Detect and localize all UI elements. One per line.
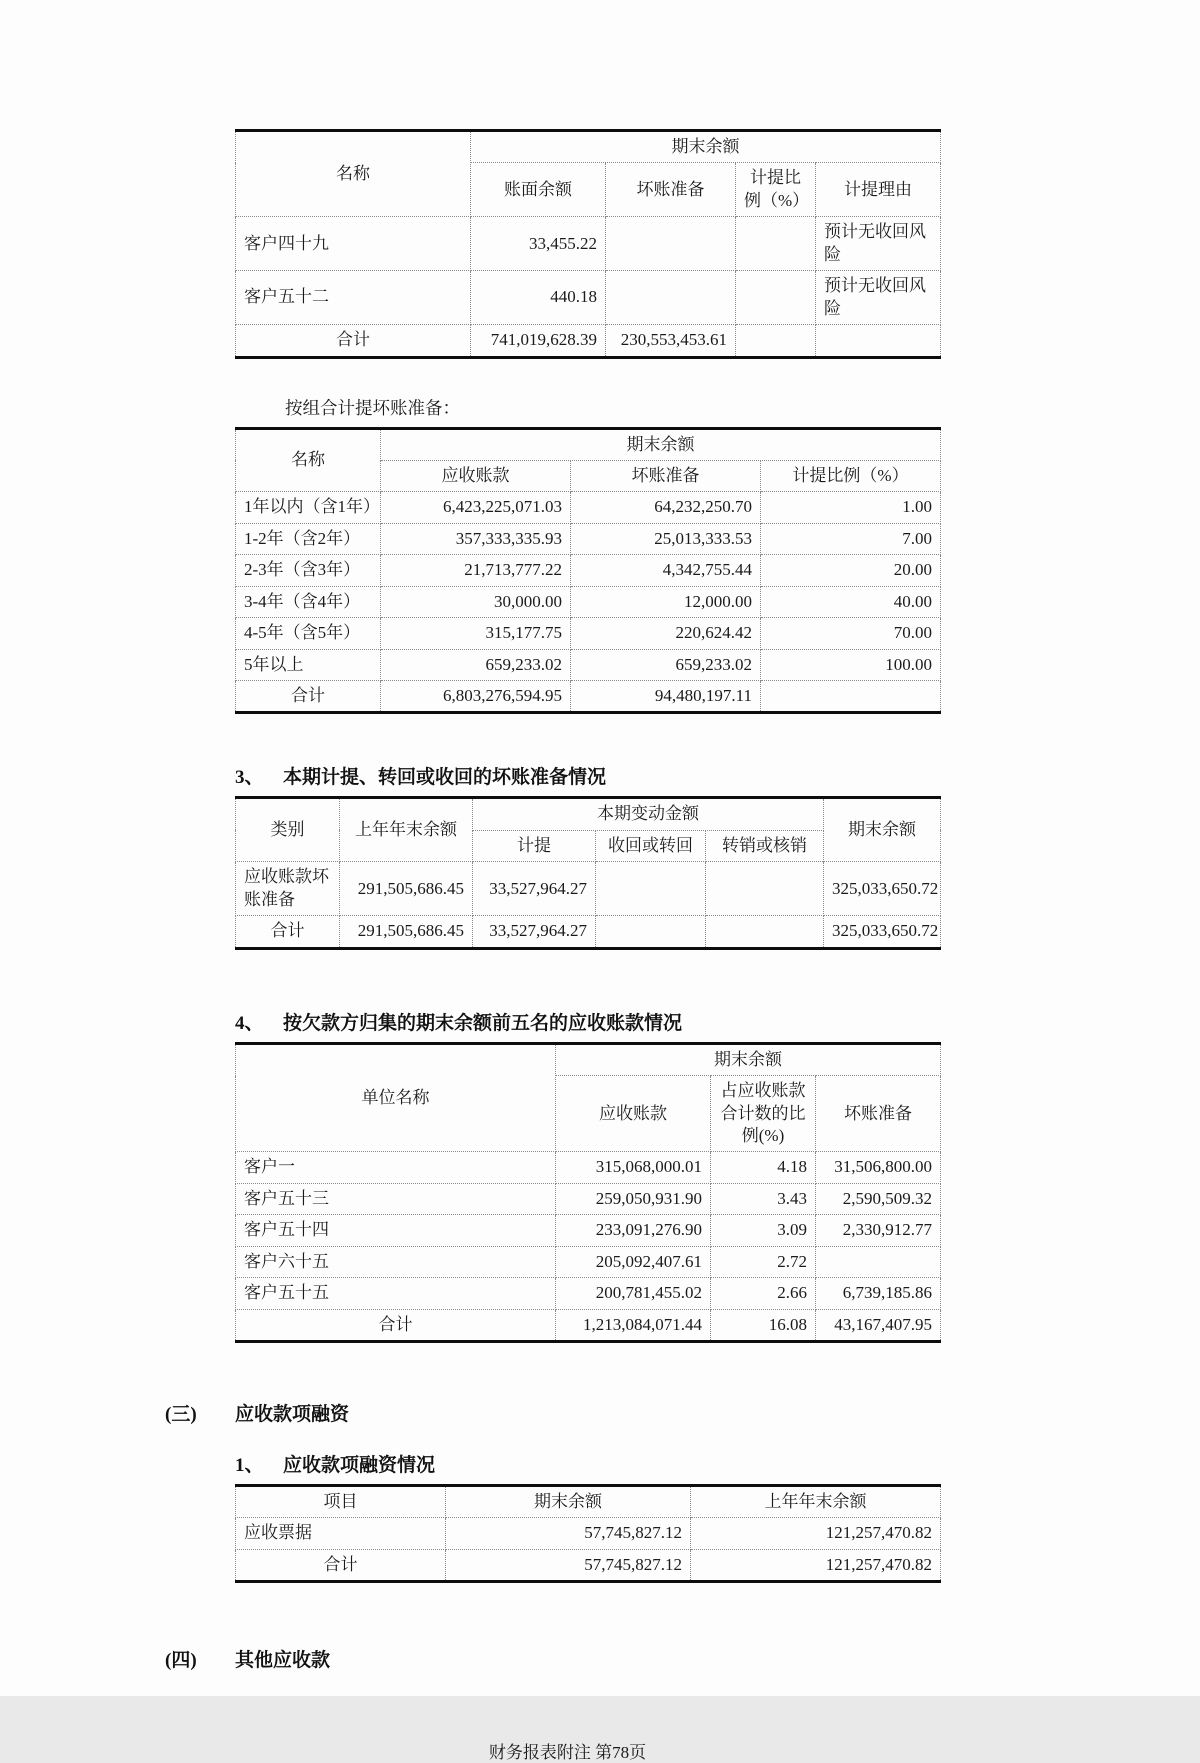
table-row (236, 523, 941, 554)
cell-item: 应收票据 (236, 1518, 446, 1549)
table-total-row (236, 1309, 941, 1341)
cell-recovered (596, 916, 706, 948)
column-header-entity-name: 单位名称 (236, 1043, 556, 1152)
column-header-prior-balance: 上年年末余额 (340, 798, 473, 862)
table-row (236, 1246, 941, 1277)
cell-customer-name: 客户五十四 (236, 1215, 556, 1246)
cell-percentage: 3.09 (711, 1215, 816, 1246)
table-row (236, 271, 941, 325)
cell-book-balance: 741,019,628.39 (471, 325, 606, 357)
cell-book-balance: 33,455.22 (471, 217, 606, 271)
section-title: 应收款项融资情况 (283, 1455, 436, 1476)
table-row (236, 618, 941, 649)
cell-bad-debt: 12,000.00 (571, 586, 761, 617)
cell-percentage: 4.18 (711, 1152, 816, 1183)
table-row (236, 1215, 941, 1246)
cell-bad-debt (816, 1246, 941, 1277)
cell-bad-debt: 43,167,407.95 (816, 1309, 941, 1341)
portfolio-provision-label: 按组合计提坏账准备： (285, 397, 460, 418)
section-number: 1、 (235, 1455, 264, 1476)
cell-bad-debt: 2,330,912.77 (816, 1215, 941, 1246)
section-number: (三) (165, 1404, 197, 1425)
cell-bad-debt: 220,624.42 (571, 618, 761, 649)
table-row (236, 217, 941, 271)
column-header-name: 名称 (236, 428, 381, 492)
cell-ratio: 40.00 (761, 586, 941, 617)
table-row (236, 492, 941, 523)
section-number: (四) (165, 1650, 197, 1672)
table-row (236, 1278, 941, 1309)
section-number: 4、 (235, 1012, 264, 1034)
cell-ratio (736, 217, 816, 271)
cell-total-label: 合计 (236, 325, 471, 357)
section-title: 本期计提、转回或收回的坏账准备情况 (283, 767, 607, 789)
cell-accounts-receivable: 200,781,455.02 (556, 1278, 711, 1309)
cell-accounts-receivable: 21,713,777.22 (381, 555, 571, 586)
column-group-ending-balance: 期末余额 (556, 1043, 941, 1075)
table-header-row (236, 428, 941, 460)
cell-ratio: 1.00 (761, 492, 941, 523)
cell-percentage: 16.08 (711, 1309, 816, 1341)
column-header-ending-balance: 期末余额 (446, 1486, 691, 1518)
table-row (236, 649, 941, 680)
cell-customer-name: 客户五十五 (236, 1278, 556, 1309)
cell-percentage: 3.43 (711, 1183, 816, 1214)
section-number: 3、 (235, 767, 264, 789)
cell-customer-name: 客户六十五 (236, 1246, 556, 1277)
cell-aging-band: 1年以内（含1年） (236, 492, 381, 523)
cell-aging-band: 2-3年（含3年） (236, 555, 381, 586)
cell-accounts-receivable: 315,068,000.01 (556, 1152, 711, 1183)
column-header-prior-balance: 上年年末余额 (691, 1486, 941, 1518)
cell-accounts-receivable: 6,423,225,071.03 (381, 492, 571, 523)
cell-customer-name: 客户五十二 (236, 271, 471, 325)
cell-accounts-receivable: 205,092,407.61 (556, 1246, 711, 1277)
cell-bad-debt: 6,739,185.86 (816, 1278, 941, 1309)
cell-aging-band: 1-2年（含2年） (236, 523, 381, 554)
table-individual-provision (235, 129, 941, 359)
cell-bad-debt: 2,590,509.32 (816, 1183, 941, 1214)
cell-ratio: 20.00 (761, 555, 941, 586)
cell-ending-balance: 325,033,650.72 (824, 916, 941, 948)
cell-ending-balance: 57,745,827.12 (446, 1549, 691, 1581)
cell-bad-debt: 64,232,250.70 (571, 492, 761, 523)
column-header-name: 名称 (236, 131, 471, 217)
cell-ratio: 7.00 (761, 523, 941, 554)
column-header-reason: 计提理由 (816, 163, 941, 217)
table-top-five-receivables (235, 1042, 941, 1343)
cell-accounts-receivable: 1,213,084,071.44 (556, 1309, 711, 1341)
column-group-ending-balance: 期末余额 (471, 131, 941, 163)
cell-reason: 预计无收回风险 (816, 217, 941, 271)
column-group-ending-balance: 期末余额 (381, 428, 941, 460)
section-title: 应收款项融资 (235, 1404, 350, 1425)
column-header-provision: 计提 (473, 830, 596, 861)
cell-ratio: 70.00 (761, 618, 941, 649)
table-total-row (236, 916, 941, 948)
page-footer: 财务报表附注 第78页 (488, 1743, 647, 1763)
cell-accounts-receivable: 357,333,335.93 (381, 523, 571, 554)
cell-bad-debt: 25,013,333.53 (571, 523, 761, 554)
table-header-row (236, 1043, 941, 1075)
cell-ratio (761, 681, 941, 713)
column-header-ratio: 计提比例（%） (736, 163, 816, 217)
cell-bad-debt: 230,553,453.61 (606, 325, 736, 357)
cell-customer-name: 客户四十九 (236, 217, 471, 271)
column-header-recovered: 收回或转回 (596, 830, 706, 861)
table-aging-provision (235, 427, 941, 715)
cell-written-off (706, 916, 824, 948)
cell-recovered (596, 862, 706, 916)
column-header-item: 项目 (236, 1486, 446, 1518)
cell-ending-balance: 57,745,827.12 (446, 1518, 691, 1549)
cell-total-label: 合计 (236, 1309, 556, 1341)
cell-aging-band: 4-5年（含5年） (236, 618, 381, 649)
cell-aging-band: 5年以上 (236, 649, 381, 680)
section-heading-4 (235, 1008, 970, 1035)
column-header-bad-debt: 坏账准备 (606, 163, 736, 217)
section-heading-four-cn (165, 1645, 970, 1672)
table-row (236, 1183, 941, 1214)
cell-customer-name: 客户一 (236, 1152, 556, 1183)
cell-reason: 预计无收回风险 (816, 271, 941, 325)
table-receivables-financing (235, 1484, 941, 1583)
section-heading-3 (235, 762, 970, 789)
cell-percentage: 2.66 (711, 1278, 816, 1309)
cell-customer-name: 客户五十三 (236, 1183, 556, 1214)
cell-bad-debt (606, 271, 736, 325)
table-provision-movement (235, 796, 941, 949)
section-heading-financing (235, 1450, 970, 1477)
cell-prior-balance: 121,257,470.82 (691, 1549, 941, 1581)
cell-accounts-receivable: 659,233.02 (381, 649, 571, 680)
table-row (236, 862, 941, 916)
column-group-period-change: 本期变动金额 (473, 798, 824, 830)
cell-aging-band: 3-4年（含4年） (236, 586, 381, 617)
table-total-row (236, 1549, 941, 1581)
column-header-written-off: 转销或核销 (706, 830, 824, 861)
column-header-accounts-receivable: 应收账款 (556, 1076, 711, 1152)
column-header-bad-debt: 坏账准备 (571, 460, 761, 491)
table-row (236, 1152, 941, 1183)
table-header-row (236, 131, 941, 163)
cell-bad-debt: 659,233.02 (571, 649, 761, 680)
cell-percentage: 2.72 (711, 1246, 816, 1277)
cell-accounts-receivable: 259,050,931.90 (556, 1183, 711, 1214)
section-title: 其他应收款 (235, 1650, 331, 1672)
cell-provision: 33,527,964.27 (473, 862, 596, 916)
cell-accounts-receivable: 30,000.00 (381, 586, 571, 617)
column-header-percentage: 占应收账款合计数的比例(%) (711, 1076, 816, 1152)
cell-bad-debt: 4,342,755.44 (571, 555, 761, 586)
column-header-ending-balance: 期末余额 (824, 798, 941, 862)
cell-accounts-receivable: 6,803,276,594.95 (381, 681, 571, 713)
table-row (236, 555, 941, 586)
column-header-bad-debt: 坏账准备 (816, 1076, 941, 1152)
cell-bad-debt (606, 217, 736, 271)
cell-bad-debt: 94,480,197.11 (571, 681, 761, 713)
section-title: 按欠款方归集的期末余额前五名的应收账款情况 (283, 1012, 683, 1034)
table-header-row (236, 1486, 941, 1518)
table-header-row (236, 798, 941, 830)
cell-total-label: 合计 (236, 916, 340, 948)
section-heading-three-cn (165, 1399, 970, 1426)
cell-total-label: 合计 (236, 1549, 446, 1581)
cell-ending-balance: 325,033,650.72 (824, 862, 941, 916)
cell-accounts-receivable: 315,177.75 (381, 618, 571, 649)
cell-ratio: 100.00 (761, 649, 941, 680)
table-row (236, 1518, 941, 1549)
table-total-row (236, 681, 941, 713)
cell-ratio (736, 325, 816, 357)
cell-category: 应收账款坏账准备 (236, 862, 340, 916)
column-header-accounts-receivable: 应收账款 (381, 460, 571, 491)
cell-accounts-receivable: 233,091,276.90 (556, 1215, 711, 1246)
cell-total-label: 合计 (236, 681, 381, 713)
column-header-book-balance: 账面余额 (471, 163, 606, 217)
cell-book-balance: 440.18 (471, 271, 606, 325)
cell-ratio (736, 271, 816, 325)
table-row (236, 586, 941, 617)
cell-written-off (706, 862, 824, 916)
cell-provision: 33,527,964.27 (473, 916, 596, 948)
cell-reason (816, 325, 941, 357)
cell-prior-balance: 121,257,470.82 (691, 1518, 941, 1549)
column-header-category: 类别 (236, 798, 340, 862)
column-header-ratio: 计提比例（%） (761, 460, 941, 491)
cell-bad-debt: 31,506,800.00 (816, 1152, 941, 1183)
table-total-row (236, 325, 941, 357)
cell-prior-balance: 291,505,686.45 (340, 862, 473, 916)
cell-prior-balance: 291,505,686.45 (340, 916, 473, 948)
